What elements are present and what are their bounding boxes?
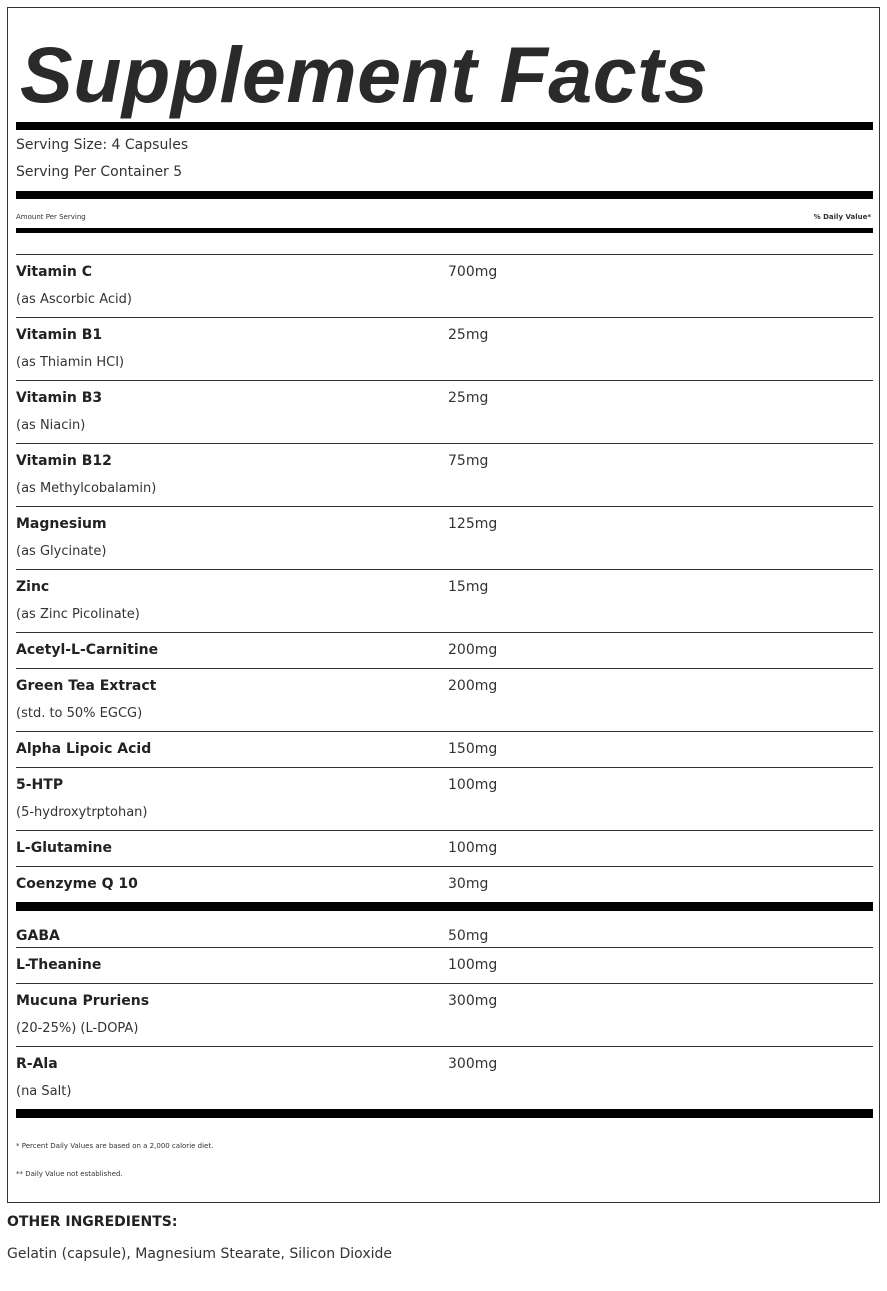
ingredient-form: (as Ascorbic Acid) [16,292,132,307]
panel-title: Supplement Facts [20,30,709,119]
ingredient-amount: 100mg [448,777,498,793]
header-divider [16,228,873,233]
ingredient-name: Vitamin B1 [16,327,103,343]
ingredient-form: (as Glycinate) [16,544,107,559]
ingredient-name: GABA [16,928,60,944]
ingredient-amount: 700mg [448,264,498,280]
ingredient-name: 5-HTP [16,777,64,793]
ingredient-name: Magnesium [16,516,107,532]
ingredient-row [16,902,873,947]
ingredient-amount: 125mg [448,516,498,532]
ingredient-name: Coenzyme Q 10 [16,876,138,892]
table-end-divider [16,1109,873,1118]
daily-value-header: % Daily Value* [813,213,871,221]
ingredient-name: Mucuna Pruriens [16,993,150,1009]
ingredient-row [16,1046,873,1109]
ingredient-row [16,632,873,668]
ingredient-amount: 150mg [448,741,498,757]
ingredient-amount: 25mg [448,327,489,343]
ingredient-form: (as Niacin) [16,418,86,433]
ingredient-name: Vitamin C [16,264,93,280]
ingredient-amount: 15mg [448,579,489,595]
ingredient-form: (5-hydroxytrptohan) [16,805,148,820]
servings-per-container: Serving Per Container 5 [16,164,183,180]
ingredient-form: (as Zinc Picolinate) [16,607,140,622]
ingredient-row [16,983,873,1046]
other-ingredients-text: Gelatin (capsule), Magnesium Stearate, Silicon Dioxide [7,1246,392,1262]
footnote-percent-dv: * Percent Daily Values are based on a 2,000 calorie diet. [16,1142,214,1150]
serving-size: Serving Size: 4 Capsules [16,137,189,153]
supplement-facts-panel [7,7,880,1203]
ingredient-name: L-Glutamine [16,840,112,856]
ingredient-row [16,254,873,317]
serving-divider [16,191,873,199]
ingredient-amount: 100mg [448,957,498,973]
ingredient-amount: 200mg [448,642,498,658]
ingredient-amount: 100mg [448,840,498,856]
title-divider [16,122,873,130]
ingredient-amount: 75mg [448,453,489,469]
ingredient-amount: 200mg [448,678,498,694]
ingredient-form: (20-25%) (L-DOPA) [16,1021,139,1036]
ingredient-amount: 30mg [448,876,489,892]
ingredient-form: (na Salt) [16,1084,72,1099]
ingredient-amount: 300mg [448,1056,498,1072]
ingredient-row [16,569,873,632]
ingredient-form: (std. to 50% EGCG) [16,706,143,721]
ingredient-amount: 25mg [448,390,489,406]
ingredient-form: (as Methylcobalamin) [16,481,157,496]
ingredient-row [16,443,873,506]
ingredient-table [16,254,873,1118]
ingredient-form: (as Thiamin HCI) [16,355,125,370]
ingredient-name: Acetyl-L-Carnitine [16,642,159,658]
ingredient-row [16,866,873,902]
ingredient-row [16,830,873,866]
other-ingredients-heading: OTHER INGREDIENTS: [7,1214,178,1230]
amount-per-serving-label: Amount Per Serving [16,213,86,221]
ingredient-row [16,317,873,380]
ingredient-row [16,506,873,569]
ingredient-name: Vitamin B3 [16,390,103,406]
ingredient-row [16,947,873,983]
ingredient-amount: 300mg [448,993,498,1009]
ingredient-row [16,731,873,767]
ingredient-name: L-Theanine [16,957,102,973]
ingredient-row [16,380,873,443]
ingredient-name: Zinc [16,579,50,595]
ingredient-name: Alpha Lipoic Acid [16,741,152,757]
ingredient-amount: 50mg [448,928,489,944]
ingredient-row [16,767,873,830]
ingredient-name: R-Ala [16,1056,58,1072]
footnote-dv-not-established: ** Daily Value not established. [16,1170,123,1178]
ingredient-name: Vitamin B12 [16,453,112,469]
ingredient-name: Green Tea Extract [16,678,157,694]
ingredient-row [16,668,873,731]
